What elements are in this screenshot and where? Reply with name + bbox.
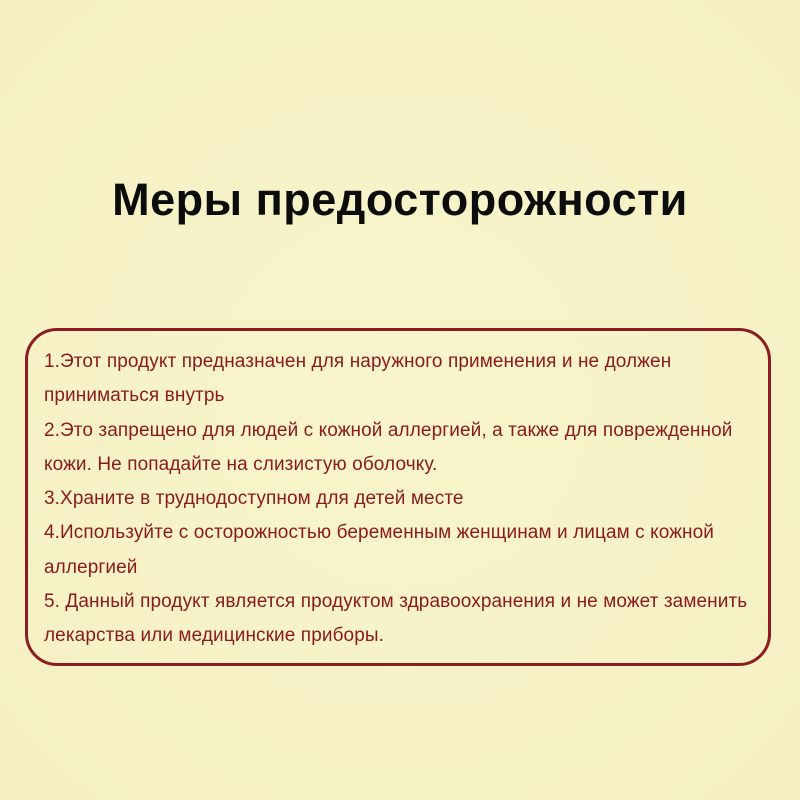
page-title: Меры предосторожности xyxy=(112,174,688,225)
precaution-item-2: 2.Это запрещено для людей с кожной аллергией, а также для поврежденной кожи. Не попадайте на слизистую оболочку. xyxy=(44,419,733,475)
precautions-box xyxy=(25,328,771,666)
precaution-item-4: 4.Используйте с осторожностью беременным женщинам и лицам с кожной аллергией xyxy=(44,522,715,578)
precaution-item-3: 3.Храните в труднодоступном для детей месте xyxy=(44,488,464,510)
precautions-list xyxy=(44,345,752,654)
precaution-item-1: 1.Этот продукт предназначен для наружного применения и не должен приниматься внутрь xyxy=(44,351,672,407)
precaution-item-5: 5. Данный продукт является продуктом здравоохранения и не может заменить лекарства или медицинские приборы. xyxy=(44,591,748,647)
